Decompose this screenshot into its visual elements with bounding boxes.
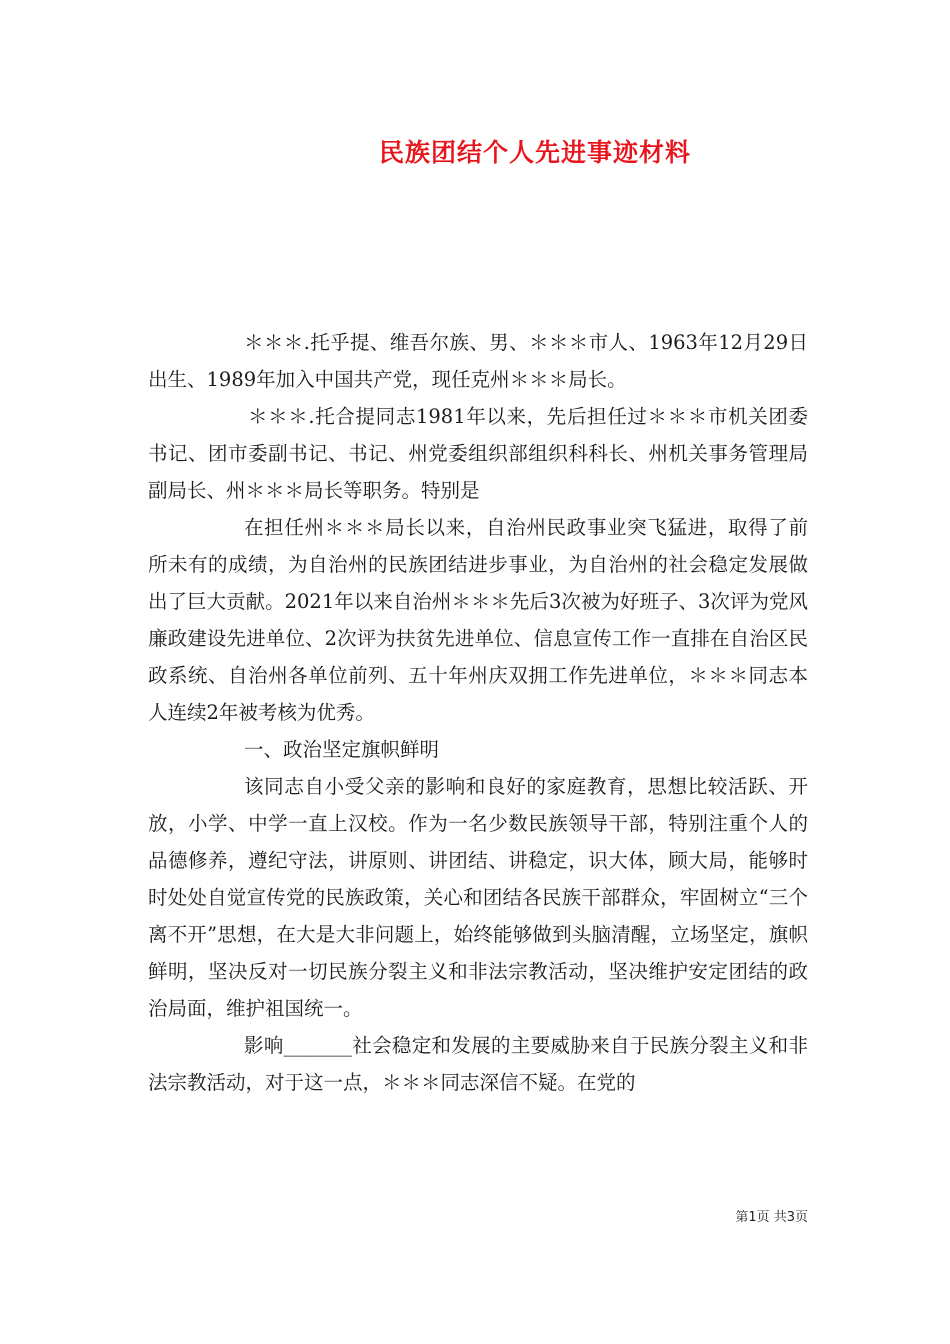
paragraph-achievements: 在担任州＊＊＊局长以来，自治州民政事业突飞猛进，取得了前所未有的成绩，为自治州的民族团结进步事业，为自治州的社会稳定发展做出了巨大贡献。2021年以来自治州＊＊＊先后3次被为好班子、3次评为党风廉政建设先进单位、2次评为扶贫先进单位、信息宣传工作一直排在自治区民政系统、自治州各单位前列、五十年州庆双拥工作先进单位，＊＊＊同志本人连续2年被考核为优秀。 xyxy=(148,516,808,724)
document-body xyxy=(148,324,808,1101)
paragraph-politics: 该同志自小受父亲的影响和良好的家庭教育，思想比较活跃、开放，小学、中学一直上汉校。作为一名少数民族领导干部，特别注重个人的品德修养，遵纪守法，讲原则、讲团结、讲稳定，识大体，顾大局，能够时时处处自觉宣传党的民族政策，关心和团结各民族干部群众，牢固树立“三个离不开”思想，在大是大非问题上，始终能够做到头脑清醒，立场坚定，旗帜鲜明，坚决反对一切民族分裂主义和非法宗教活动，坚决维护安定团结的政治局面，维护祖国统一。 xyxy=(148,775,808,1020)
page-number: 第1页 共3页 xyxy=(735,1210,808,1225)
document-title: 民族团结个人先进事迹材料 xyxy=(378,138,691,167)
paragraph-stability: 影响_______社会稳定和发展的主要威胁来自于民族分裂主义和非法宗教活动，对于这一点，＊＊＊同志深信不疑。在党的 xyxy=(148,1034,808,1094)
paragraph-personal-info: ＊＊＊.托乎提、维吾尔族、男、＊＊＊市人、1963年12月29日出生、1989年加入中国共产党，现任克州＊＊＊局长。 xyxy=(148,331,808,391)
paragraph-career: ＊＊＊.托合提同志1981年以来，先后担任过＊＊＊市机关团委书记、团市委副书记、书记、州党委组织部组织科科长、州机关事务管理局副局长、州＊＊＊局长等职务。特别是 xyxy=(148,405,808,502)
section-heading-politics: 一、政治坚定旗帜鲜明 xyxy=(244,738,440,761)
